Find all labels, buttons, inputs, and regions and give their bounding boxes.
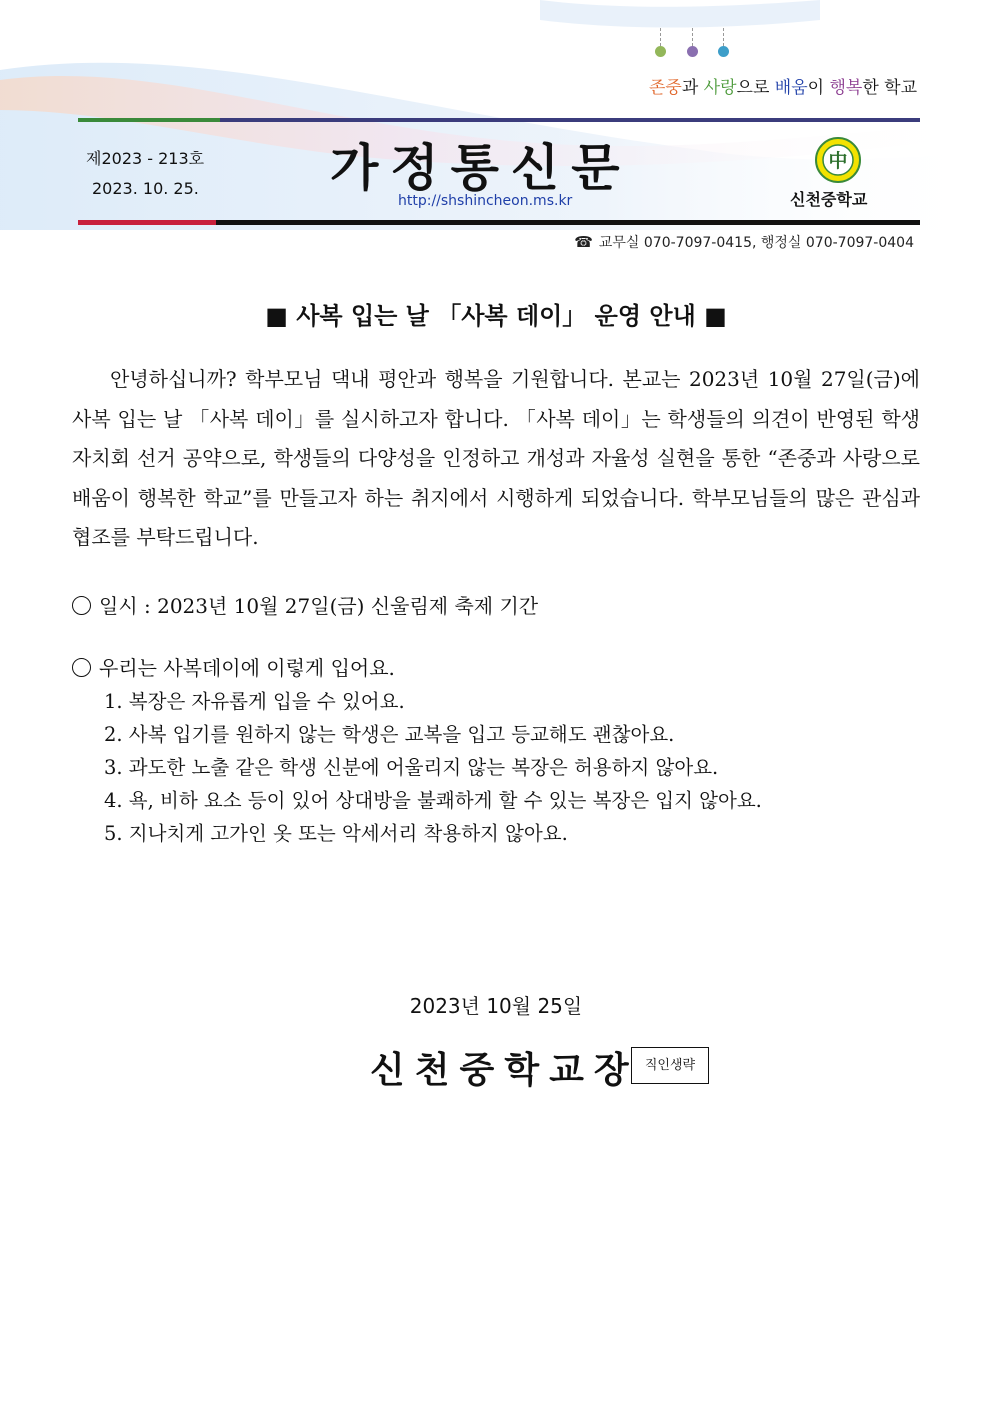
body-paragraph: 안녕하십니까? 학부모님 댁내 평안과 행복을 기원합니다. 본교는 2023년 10월 27일(금)에 사복 입는 날 「사복 데이」를 실시하고자 합니다. 「사복 데이」는 학생들의 의견이 반영된 학생자치회 선거 공약으로, 학생들의 다양성을 인정하고 개성과 자율성 실현을 통한 “존중과 사랑으로 배움이 행복한 학교”를 만들고자 하는 취지에서 시행하게 되었습니다. 학부모님들의 많은 관심과 협조를 부탁드립니다. — [72, 367, 920, 549]
contact-phones — [574, 232, 914, 252]
school-url-link[interactable]: http://shshincheon.ms.kr — [398, 193, 573, 209]
rule-item: 2. 사복 입기를 원하지 않는 학생은 교복을 입고 등교해도 괜찮아요. — [104, 723, 675, 746]
logo-glyph: 中 — [828, 150, 848, 172]
signature-date: 2023년 10월 25일 — [409, 994, 583, 1018]
rule-item: 1. 복장은 자유롭게 입을 수 있어요. — [104, 690, 405, 713]
school-logo-icon — [815, 137, 861, 183]
dress-code-intro-text: 우리는 사복데이에 이렇게 입어요. — [99, 656, 395, 680]
issue-date: 2023. 10. 25. — [92, 179, 199, 198]
circle-bullet-icon — [72, 658, 91, 677]
rule-item: 3. 과도한 노출 같은 학생 신분에 어울리지 않는 복장은 허용하지 않아요. — [104, 756, 719, 779]
telephone-icon: ☎ — [574, 233, 593, 251]
blue-dot-icon — [718, 46, 729, 57]
dress-code-rules — [104, 685, 762, 850]
event-date-item — [72, 590, 538, 619]
rule-item: 5. 지나치게 고가인 옷 또는 악세서리 착용하지 않아요. — [104, 822, 568, 845]
school-motto: 존중과 사랑으로 배움이 행복한 학교 — [648, 78, 917, 98]
issue-number: 제2023 - 213호 — [86, 149, 205, 168]
event-date-text: 일시 : 2023년 10월 27일(금) 신울림제 축제 기간 — [99, 594, 539, 618]
header-bottom-rule — [78, 220, 920, 225]
green-dot-icon — [655, 46, 666, 57]
seal-omitted-box: 직인생략 — [631, 1047, 709, 1084]
purple-dot-icon — [687, 46, 698, 57]
dress-code-intro — [72, 652, 395, 681]
principal-signature: 신천중학교장 — [370, 1050, 639, 1091]
phone-numbers: 교무실 070-7097-0415, 행정실 070-7097-0404 — [598, 235, 914, 251]
decorative-dots — [650, 28, 740, 64]
document-title: ■ 사복 입는 날 「사복 데이」 운영 안내 ■ — [265, 301, 727, 330]
school-name: 신천중학교 — [790, 190, 868, 209]
header-top-rule — [78, 118, 920, 122]
circle-bullet-icon — [72, 596, 91, 615]
newsletter-title: 가정통신문 — [330, 139, 632, 197]
rule-item: 4. 욕, 비하 요소 등이 있어 상대방을 불쾌하게 할 수 있는 복장은 입지 않아요. — [104, 789, 762, 812]
